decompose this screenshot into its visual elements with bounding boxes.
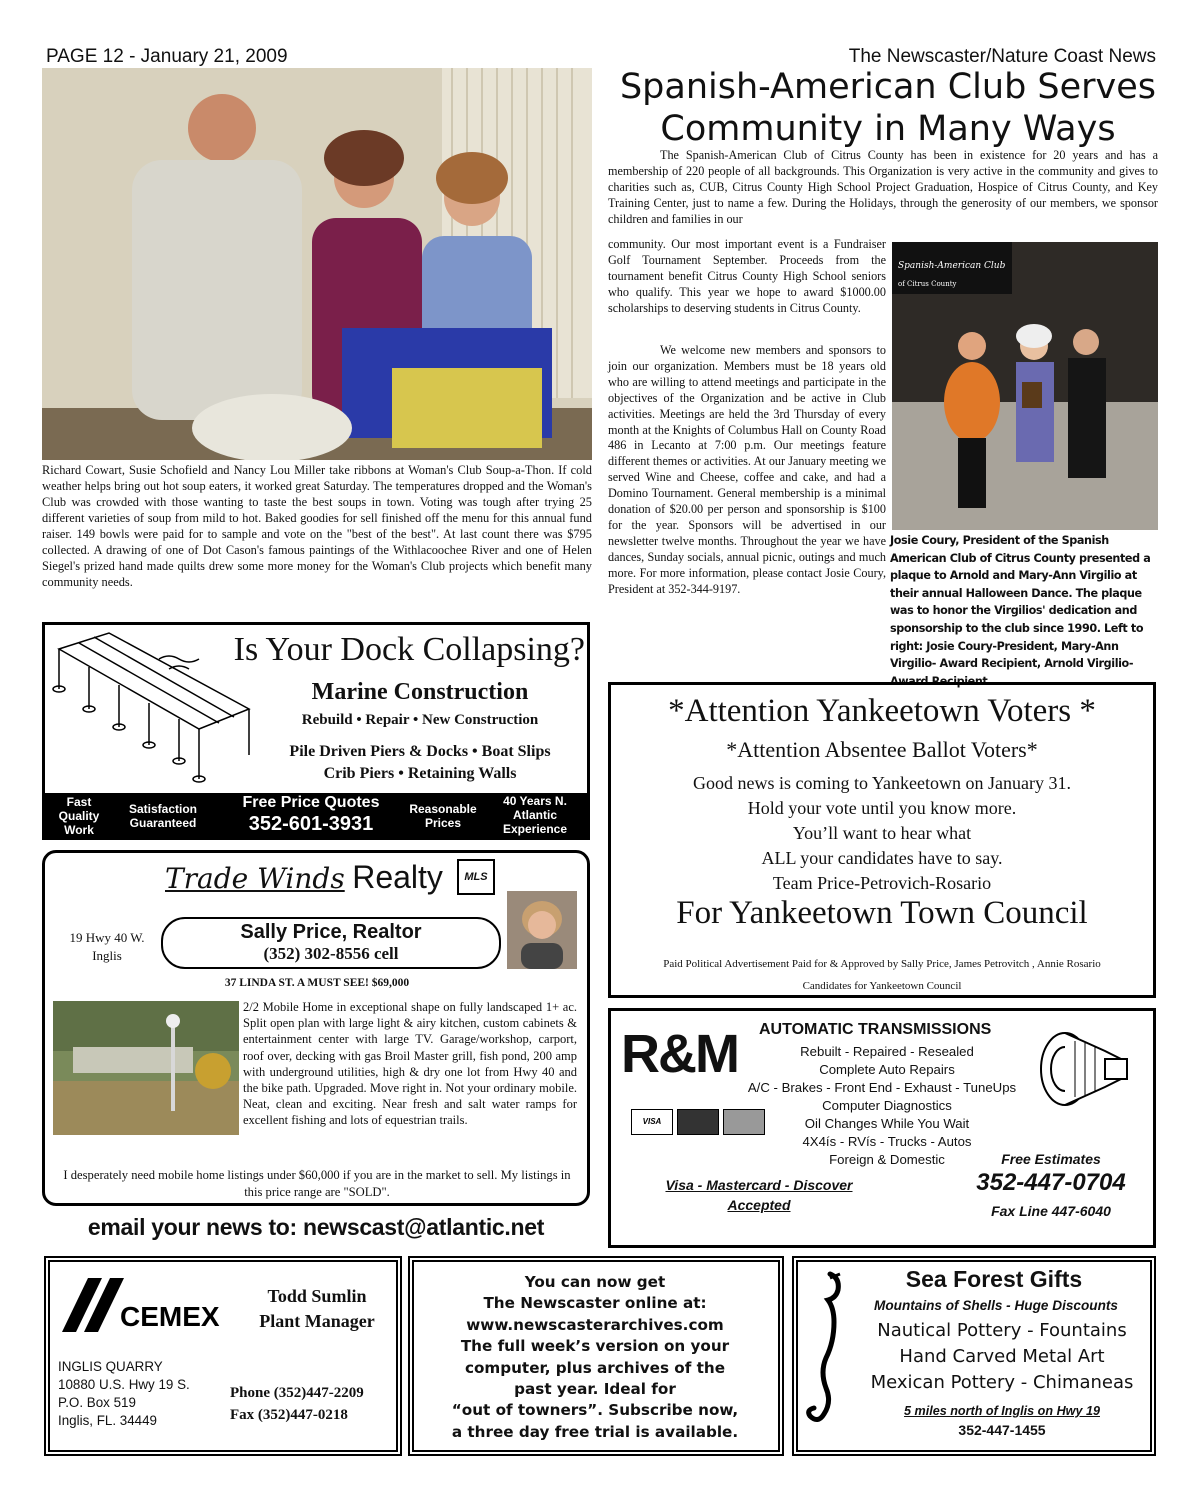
rm-service-line: A/C - Brakes - Front End - Exhaust - TuneUps bbox=[747, 1080, 1017, 1095]
club-award-photo bbox=[892, 242, 1158, 530]
online-ad-line: The Newscaster online at: bbox=[483, 1294, 707, 1313]
sea-forest-phone: 352-447-1455 bbox=[958, 1422, 1046, 1438]
cemex-name-line: Todd Sumlin bbox=[267, 1286, 367, 1306]
transmission-icon bbox=[1035, 1021, 1131, 1117]
logo-word: Realty bbox=[352, 859, 443, 895]
dock-ad-services-3: Crib Piers • Retaining Walls bbox=[323, 765, 517, 782]
yankeetown-political-ad bbox=[608, 682, 1156, 998]
rm-service-line: Computer Diagnostics bbox=[822, 1098, 952, 1113]
feature-satisfaction: Satisfaction Guaranteed bbox=[128, 802, 197, 830]
article-paragraph-3-text: We welcome new members and sponsors to join our organization. Members must be 18 years old who are willing to attend meetings and participate in the objectives of the Organization and be active in Club activities. Meetings are held the 3rd Thursday of every month at the Knights of Columbus Hall on County Road 486 in Lecanto at 7:00 p.m. Our meetings feature different themes or activities. At our January meeting we served Wine and Cheese, coffee and cake, and had a Domino Tournament. General membership is a minimal donation of $20.00 per person and sponsorship is $100 for the year. Sponsors will be advertised in our newsletter twelve months. Throughout the year we have dances, Sunday socials, annual picnic, outings and much more. For more information, please contact Josie Coury, President at 352-344-9197. bbox=[608, 343, 886, 596]
online-ad-url: www.newscasterarchives.com bbox=[466, 1315, 724, 1334]
rm-service-line: Oil Changes While You Wait bbox=[804, 1116, 970, 1131]
sea-forest-gifts-ad bbox=[792, 1256, 1156, 1456]
visa-card-icon: VISA bbox=[631, 1109, 673, 1135]
email-news-line: email your news to: newscast@atlantic.net bbox=[87, 1214, 545, 1240]
online-ad-line: You can now get bbox=[524, 1273, 666, 1291]
yankeetown-body-line: Hold your vote until you know more. bbox=[747, 798, 1017, 818]
photo-banner-text: Spanish-American Club bbox=[898, 261, 1006, 271]
sea-forest-item: Mexican Pottery - Chimaneas bbox=[870, 1372, 1134, 1393]
sea-forest-tagline: Mountains of Shells - Huge Discounts bbox=[874, 1298, 1118, 1313]
club-photo-caption: Josie Coury, President of the Spanish American Club of Citrus County presented a plaque to Arnold and Mary-Ann Virgilio at their annual Halloween Dance. The plaque was to honor the Virgilios' dedication and sponsorship to the club since 1990. Left to right: Josie Coury-President, Mary-Ann Virgilio- Award Recipient, Arnold Virgilio-Award Recipient. bbox=[890, 534, 1151, 688]
publication-name: The Newscaster/Nature Coast News bbox=[848, 46, 1156, 67]
online-ad-text bbox=[418, 1272, 772, 1443]
rm-cards-line: Accepted bbox=[727, 1197, 791, 1213]
cemex-phone: Phone (352)447-2209 bbox=[230, 1385, 364, 1401]
realty-address: 19 Hwy 40 W. Inglis bbox=[69, 930, 145, 963]
dock-ad-subtitle: Marine Construction bbox=[311, 679, 529, 705]
page-header-date: PAGE 12 - January 21, 2009 bbox=[46, 46, 288, 67]
newscaster-online-ad bbox=[408, 1256, 784, 1456]
online-ad-line: past year. Ideal for bbox=[514, 1380, 676, 1399]
yankeetown-body-line: Good news is coming to Yankeetown on January 31. bbox=[693, 773, 1071, 793]
mobile-home-photo bbox=[53, 1001, 239, 1135]
online-ad-line: a three day free trial is available. bbox=[451, 1422, 739, 1441]
disclaimer-line: Paid Political Advertisement Paid for & Approved by Sally Price, James Petrovitch , Annie Rosario bbox=[663, 958, 1101, 970]
logo-script: Trade Winds bbox=[165, 862, 345, 895]
rm-phone: 352-447-0704 bbox=[976, 1169, 1126, 1196]
cemex-logo-text: CEMEX bbox=[120, 1301, 220, 1332]
online-ad-line: computer, plus archives of the bbox=[464, 1358, 726, 1377]
cemex-ad bbox=[44, 1256, 402, 1456]
yankeetown-body-line: You’ll want to hear what bbox=[792, 823, 972, 843]
feature-quality: Fast Quality Work bbox=[58, 795, 100, 837]
sea-forest-location: 5 miles north of Inglis on Hwy 19 bbox=[904, 1404, 1100, 1418]
yankeetown-title: *Attention Yankeetown Voters * bbox=[668, 693, 1096, 729]
realtor-name: Sally Price, Realtor bbox=[240, 921, 422, 943]
article-paragraph-3 bbox=[608, 343, 886, 598]
article-headline: Spanish-American Club Serves Community in Many Ways bbox=[619, 67, 1157, 149]
online-ad-line: “out of towners”. Subscribe now, bbox=[451, 1401, 739, 1420]
yankeetown-body-line: ALL your candidates have to say. bbox=[761, 848, 1003, 868]
feature-free-quotes: Free Price Quotes bbox=[242, 794, 380, 811]
cemex-phone-fax bbox=[230, 1382, 364, 1426]
yankeetown-body-line: Team Price-Petrovich-Rosario bbox=[772, 873, 992, 893]
discover-card-icon bbox=[677, 1109, 719, 1135]
rm-cards-line: Visa - Mastercard - Discover bbox=[665, 1177, 853, 1193]
dock-ad-feature-bar bbox=[45, 793, 587, 837]
sea-forest-item: Nautical Pottery - Fountains bbox=[877, 1320, 1127, 1341]
listing-headline: 37 LINDA ST. A MUST SEE! $69,000 bbox=[224, 977, 410, 989]
yankeetown-disclaimer bbox=[621, 953, 1143, 997]
house-illustration bbox=[53, 1001, 239, 1135]
realty-ad bbox=[42, 850, 590, 1206]
cemex-address-line: INGLIS QUARRY bbox=[58, 1359, 163, 1374]
rm-logo: R&M bbox=[621, 1024, 738, 1084]
mastercard-icon bbox=[723, 1109, 765, 1135]
rm-heading: AUTOMATIC TRANSMISSIONS bbox=[759, 1021, 992, 1038]
article-paragraph-1 bbox=[608, 148, 1158, 228]
sea-forest-items bbox=[852, 1318, 1152, 1396]
rm-cards-accepted bbox=[639, 1175, 879, 1215]
cemex-logo bbox=[58, 1274, 248, 1334]
article-paragraph-2: community. Our most important event is a Fundraiser Golf Tournament September. Proceeds from the tournament benefit Citrus County High School seniors who qualify. This year we hope to award $1000.00 scholarships to deserving students in Citrus County. bbox=[608, 237, 886, 315]
rm-service-line: Foreign & Domestic bbox=[829, 1152, 945, 1167]
rm-service-line: Rebuilt - Repaired - Resealed bbox=[800, 1044, 974, 1059]
seahorse-icon bbox=[806, 1268, 846, 1448]
cemex-contact-name bbox=[242, 1284, 392, 1334]
rm-fax: Fax Line 447-6040 bbox=[991, 1203, 1111, 1219]
rm-transmissions-ad bbox=[608, 1008, 1156, 1248]
rm-free-estimates: Free Estimates bbox=[1001, 1151, 1101, 1167]
mls-badge: MLS bbox=[457, 859, 495, 895]
payment-cards bbox=[631, 1109, 771, 1139]
sea-forest-title: Sea Forest Gifts bbox=[905, 1266, 1083, 1292]
disclaimer-line: Candidates for Yankeetown Council bbox=[802, 980, 962, 992]
realtor-headshot bbox=[507, 891, 577, 969]
feature-reasonable-prices: Reasonable Prices bbox=[409, 802, 477, 830]
main-photo-caption: Richard Cowart, Susie Schofield and Nancy Lou Miller take ribbons at Woman's Club Soup-a-Thon. If cold weather helps bring out hot soup eaters, it worked great Saturday. The temperatures dropped and the Woman's Club was crowded with those wanting to taste the best soups in town. Voting was tough after trying 25 different varieties of soup from mild to hot. Baked goodies for sell finished off the menu for this annual fund raiser. 149 bowls were paid for to sample and vote on the "best of the best". At last count there was $795 collected. A drawing of one of Dot Cason's famous paintings of the Withlacoochee River and one of Helen Siegel's prized hand made quilts drew some more money for the Woman's Club projects which benefit many community needs. bbox=[42, 463, 592, 589]
photo-banner-text-2: of Citrus County bbox=[898, 280, 957, 288]
yankeetown-council-heading: For Yankeetown Town Council bbox=[676, 895, 1088, 931]
dock-ad-title: Is Your Dock Collapsing? bbox=[233, 631, 585, 668]
rm-service-line: 4X4ís - RVís - Trucks - Autos bbox=[802, 1134, 972, 1149]
sea-forest-item: Hand Carved Metal Art bbox=[899, 1346, 1105, 1367]
dock-ad-services-1: Rebuild • Repair • New Construction bbox=[301, 712, 539, 728]
dock-ad-services-2: Pile Driven Piers & Docks • Boat Slips bbox=[289, 743, 551, 760]
soup-a-thon-photo bbox=[42, 68, 592, 460]
listing-description: 2/2 Mobile Home in exceptional shape on fully landscaped 1+ ac. Split open plan with large light & airy kitchen, custom cabinets & entertainment center with large TV. Garage/workshop, carport, roof over, decking with gas Broil Master grill, fish pond, 200 amp with underground utilities, high & dry one lot from Hwy 40 and the bike path. Upgraded. Move right in. Not your ordinary mobile. Neat, clean and exciting. Near fresh and salt water ramps for excellent fishing and lots of equestrian trails. bbox=[243, 1000, 577, 1128]
dock-ad-phone: 352-601-3931 bbox=[248, 813, 374, 835]
dock-construction-ad bbox=[42, 622, 590, 840]
photo-illustration bbox=[42, 68, 592, 460]
cemex-address-line: P.O. Box 519 bbox=[58, 1395, 136, 1410]
cemex-address-line: Inglis, FL. 34449 bbox=[58, 1413, 158, 1428]
yankeetown-subtitle: *Attention Absentee Ballot Voters* bbox=[726, 737, 1038, 762]
online-ad-line: The full week’s version on your bbox=[460, 1337, 730, 1356]
cemex-fax: Fax (352)447-0218 bbox=[230, 1407, 348, 1423]
realty-footer-note: I desperately need mobile home listings under $60,000 if you are in the market to sell. My listings in this price range are "SOLD". bbox=[63, 1168, 571, 1199]
headshot-illustration bbox=[507, 891, 577, 969]
rm-service-line: Complete Auto Repairs bbox=[819, 1062, 955, 1077]
cemex-address bbox=[58, 1358, 190, 1430]
cemex-address-line: 10880 U.S. Hwy 19 S. bbox=[58, 1377, 190, 1392]
article-paragraph-1-text: The Spanish-American Club of Citrus County has been in existence for 20 years and has a membership of 220 people of all backgrounds. This Organization is very active in the community and gives to charities such as, CUB, Citrus County High School Project Graduation, Hospice of Citrus County, and Key Training Center, just to name a few. During the Holidays, through the generosity of our members, we sponsor children and families in our bbox=[608, 148, 1158, 226]
yankeetown-body bbox=[611, 771, 1153, 896]
cemex-title-line: Plant Manager bbox=[259, 1311, 375, 1331]
realtor-phone: (352) 302-8556 cell bbox=[263, 944, 399, 963]
feature-experience: 40 Years N. Atlantic Experience bbox=[502, 794, 568, 836]
trade-winds-realty-logo bbox=[165, 859, 465, 896]
realtor-namebox bbox=[161, 917, 501, 969]
club-photo-illustration bbox=[892, 242, 1158, 530]
